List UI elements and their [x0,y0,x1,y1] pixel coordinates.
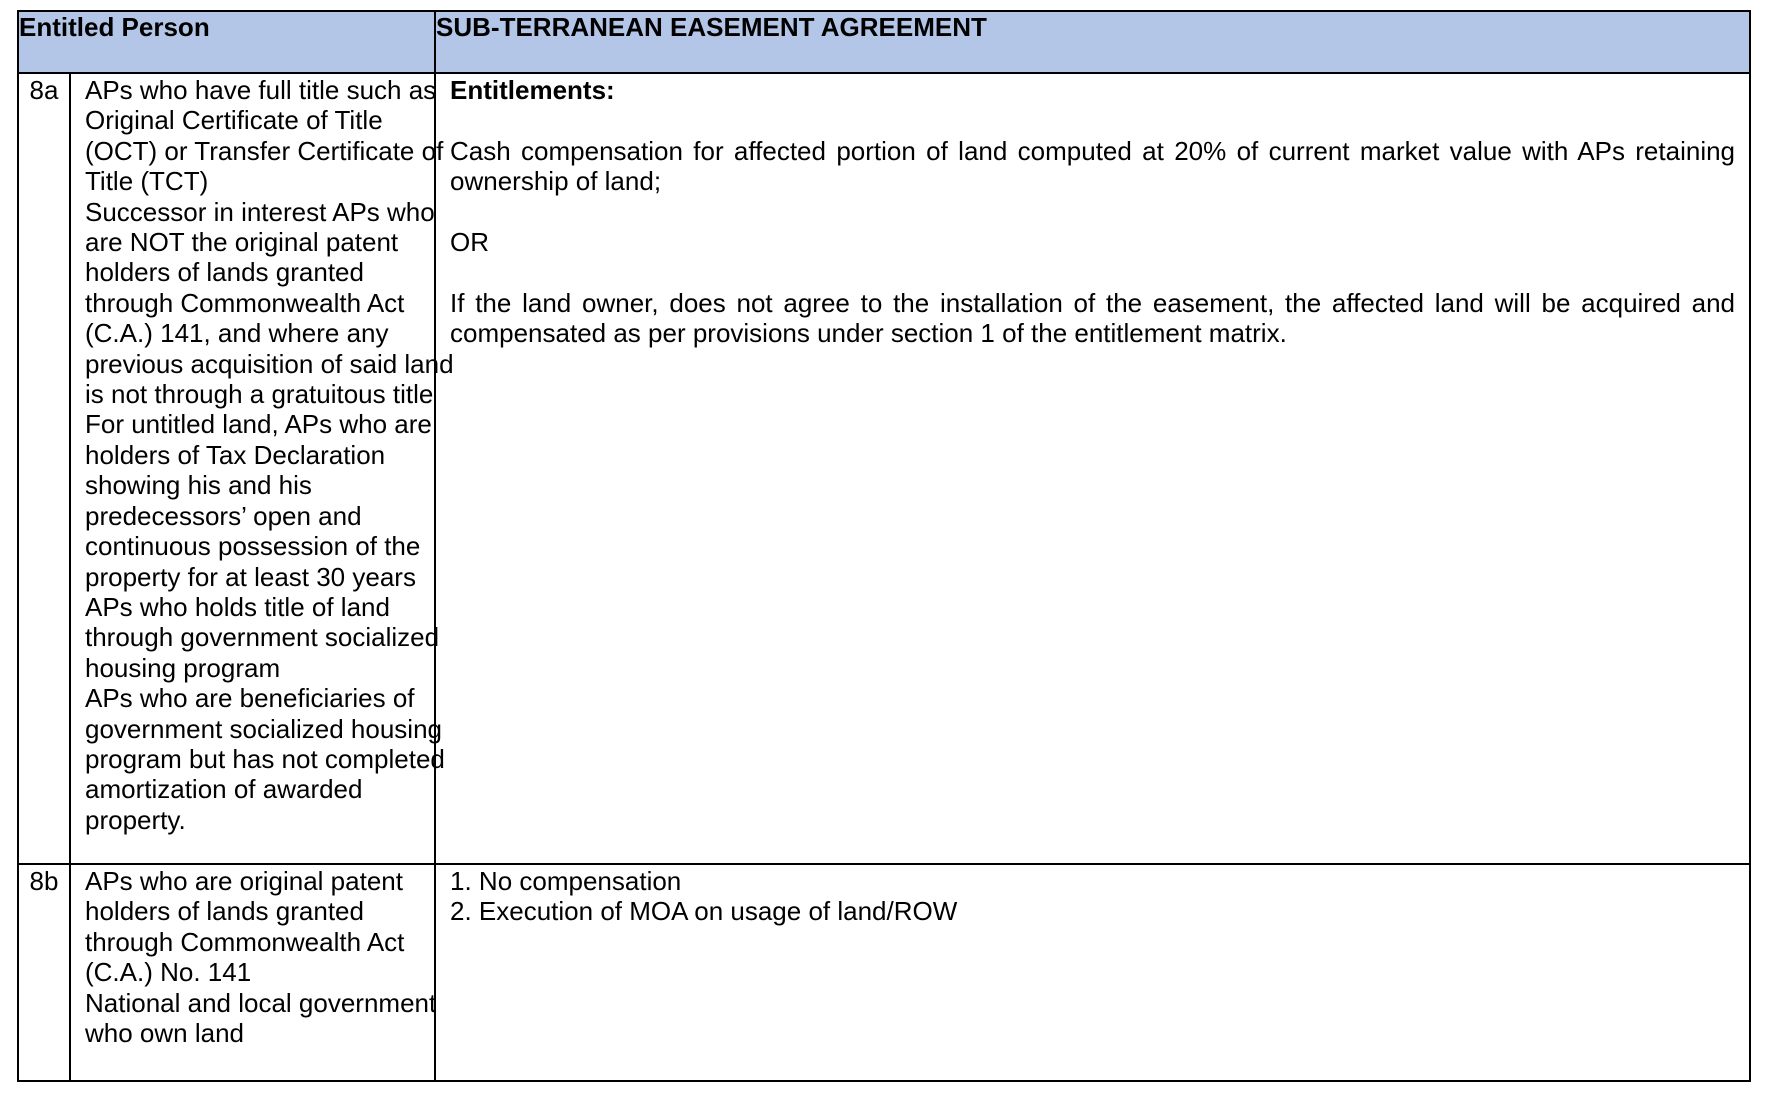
person-line: holders of Tax Declaration [85,439,386,470]
person-line: APs who have full title such as [85,75,437,105]
header-easement-agreement: SUB-TERRANEAN EASEMENT AGREEMENT [435,11,1750,73]
person-line: is not through a gratuitous title [85,379,434,410]
entitlement-cell-8a [435,73,1750,864]
person-line: through Commonwealth Act [85,926,405,957]
entitlement-paragraph-acquire: If the land owner, does not agree to the installation of the easement, the affected land will be acquired and compensated as per provisions under section 1 of the entitlement matrix. [450,287,1736,349]
person-line: who own land [85,1018,244,1049]
person-line: Successor in interest APs who [85,196,435,227]
person-line: government socialized housing [85,713,442,744]
person-line: (C.A.) 141, and where any [85,318,389,349]
person-line: (C.A.) No. 141 [85,957,252,988]
header-entitled-person: Entitled Person [18,11,435,73]
person-line: Title (TCT) [85,166,209,197]
person-line: amortization of awarded [85,774,363,805]
person-line: For untitled land, APs who are [85,409,432,440]
person-line: APs who holds title of land [85,591,390,622]
person-line: continuous possession of the [85,531,421,562]
person-line: predecessors’ open and [85,500,362,531]
person-line: holders of lands granted [85,896,364,927]
entitlement-matrix-table [17,10,1751,1082]
person-line: are NOT the original patent [85,227,399,258]
entitlement-cell-8b [435,864,1750,1081]
person-line: Original Certificate of Title [85,105,383,136]
person-line: property. [85,804,186,835]
person-line: program but has not completed [85,743,445,774]
table-row-8a [18,73,1750,864]
entitlement-paragraph-cash: Cash compensation for affected portion of land computed at 20% of current market value with APs retaining ownership of land; [450,135,1736,197]
person-line: previous acquisition of said land [85,348,454,379]
person-line: (OCT) or Transfer Certificate of [85,135,444,166]
person-line: APs who are beneficiaries of [85,683,415,714]
person-line: housing program [85,652,281,683]
person-line: showing his and his [85,470,312,501]
entitlement-list-item: 1. No compensation [450,866,682,896]
person-line: holders of lands granted [85,257,364,288]
table-header-row [18,11,1750,73]
entitled-person-cell-8a [70,73,454,864]
entitlement-list-item: 2. Execution of MOA on usage of land/ROW [450,896,958,927]
row-id-8a: 8a [18,73,70,864]
entitlement-paragraph-or: OR [450,227,490,257]
entitlements-heading: Entitlements: [450,75,615,105]
entitled-person-cell-8b [70,864,435,1081]
table-row-8b [18,864,1750,1081]
person-line: National and local government [85,987,437,1018]
row-id-8b: 8b [18,864,70,1081]
person-line: APs who are original patent [85,866,403,896]
person-line: through government socialized [85,622,440,653]
person-line: property for at least 30 years [85,561,416,592]
person-line: through Commonwealth Act [85,287,405,318]
